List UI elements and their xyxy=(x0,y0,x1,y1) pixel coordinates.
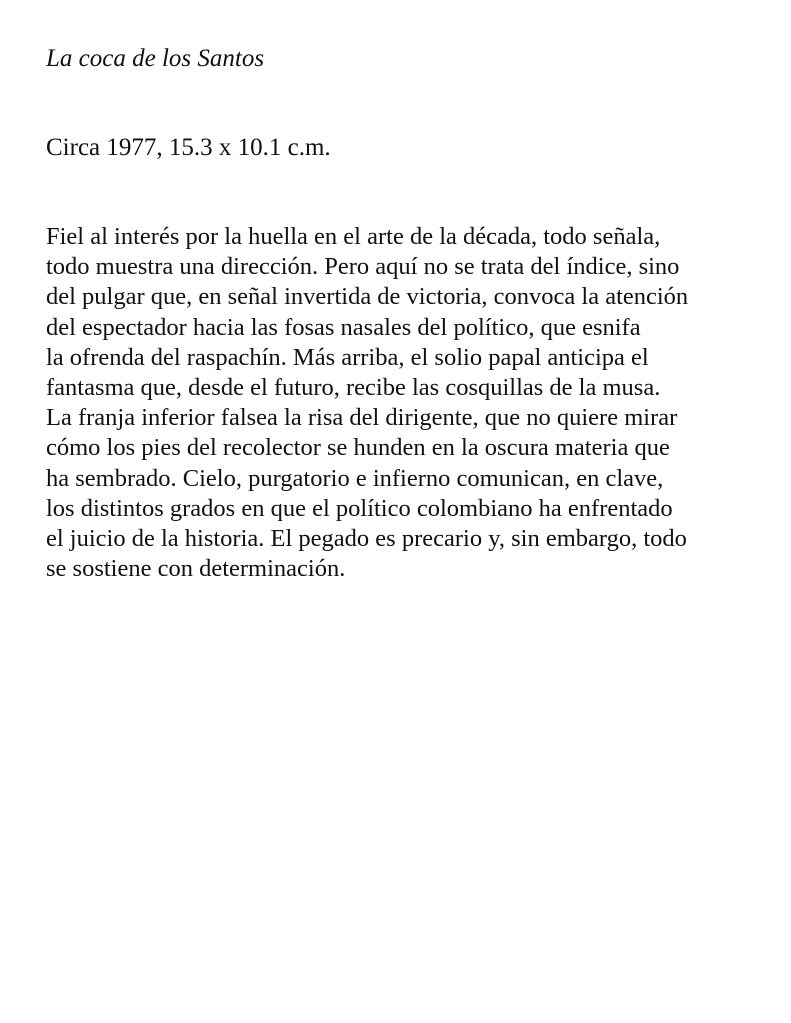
artwork-title: La coca de los Santos xyxy=(46,45,265,72)
description-line: los distintos grados en que el político colombiano ha enfrentado xyxy=(46,494,673,522)
description-line: del pulgar que, en señal invertida de victoria, convoca la atención xyxy=(46,283,689,311)
description-line: la ofrenda del raspachín. Más arriba, el solio papal anticipa el xyxy=(46,343,649,371)
description-line: fantasma que, desde el futuro, recibe las cosquillas de la musa. xyxy=(46,374,661,402)
artwork-description xyxy=(46,222,688,584)
description-line: el juicio de la historia. El pegado es precario y, sin embargo, todo xyxy=(46,525,687,553)
description-line: cómo los pies del recolector se hunden en la oscura materia que xyxy=(46,434,670,462)
description-line: del espectador hacia las fosas nasales del político, que esnifa xyxy=(46,313,641,341)
description-line: ha sembrado. Cielo, purgatorio e infierno comunican, en clave, xyxy=(46,464,664,492)
description-line: todo muestra una dirección. Pero aquí no se trata del índice, sino xyxy=(46,253,680,281)
description-line: Fiel al interés por la huella en el arte de la década, todo señala, xyxy=(46,223,661,250)
description-line: La franja inferior falsea la risa del dirigente, que no quiere mirar xyxy=(46,404,678,432)
artwork-meta: Circa 1977, 15.3 x 10.1 c.m. xyxy=(46,134,331,161)
description-line: se sostiene con determinación. xyxy=(46,555,346,583)
